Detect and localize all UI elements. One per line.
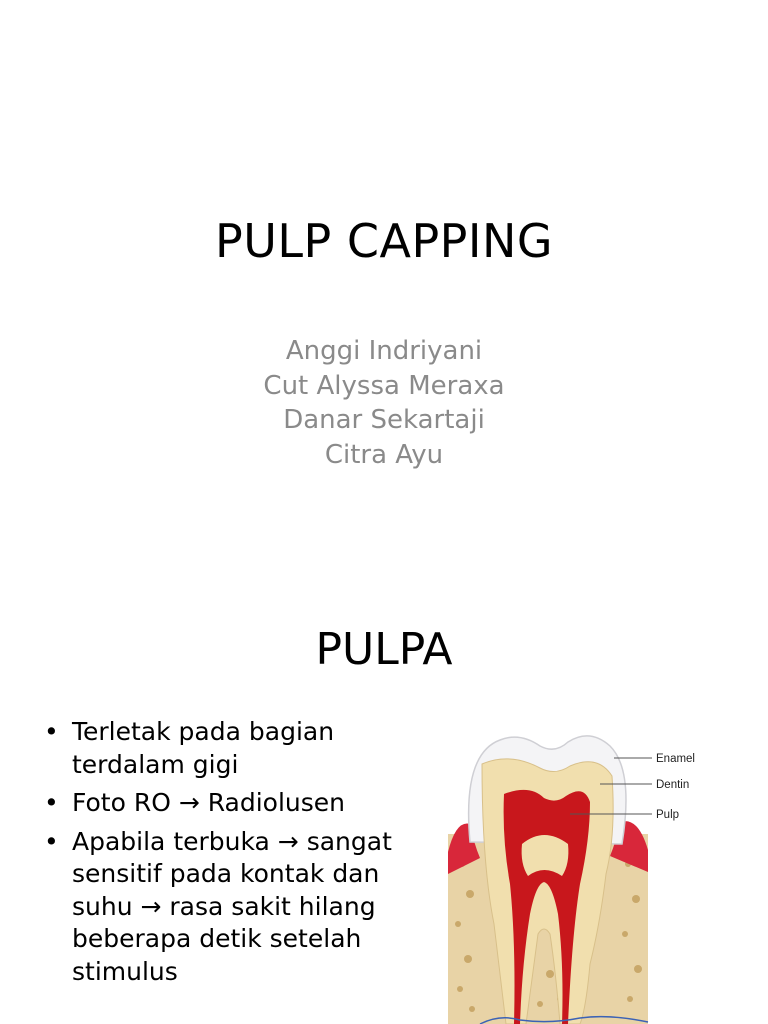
bullet-item	[44, 787, 404, 820]
enamel-label: Enamel	[656, 753, 695, 765]
bullet-text: Foto RO → Radiolusen	[72, 788, 346, 817]
author-name: Danar Sekartaji	[283, 405, 485, 435]
pulp-label: Pulp	[656, 809, 680, 821]
bullet-marker: •	[44, 826, 59, 856]
bullet-marker: •	[44, 717, 59, 746]
tooth-anatomy-diagram	[440, 724, 730, 1024]
author-name: Anggi Indriyani	[285, 336, 483, 366]
content-slide	[0, 576, 768, 1024]
bullet-text: Apabila terbuka → sangat sensitif pada kontak dan suhu → rasa sakit hilang beberapa detik setelah stimulus	[72, 826, 392, 986]
author-name: Citra Ayu	[324, 439, 444, 470]
dentin-bridge	[522, 835, 569, 876]
author-list	[0, 334, 768, 472]
slide-title: PULPA	[315, 624, 453, 675]
presentation-title: PULP CAPPING	[214, 214, 554, 268]
dentin-label: Dentin	[656, 779, 690, 791]
bullet-marker: •	[44, 788, 59, 817]
bullet-list	[44, 716, 404, 994]
bullet-item	[44, 826, 404, 989]
bullet-text: Terletak pada bagian terdalam gigi	[72, 717, 335, 779]
author-name: Cut Alyssa Meraxa	[263, 370, 505, 401]
bullet-item	[44, 716, 404, 781]
